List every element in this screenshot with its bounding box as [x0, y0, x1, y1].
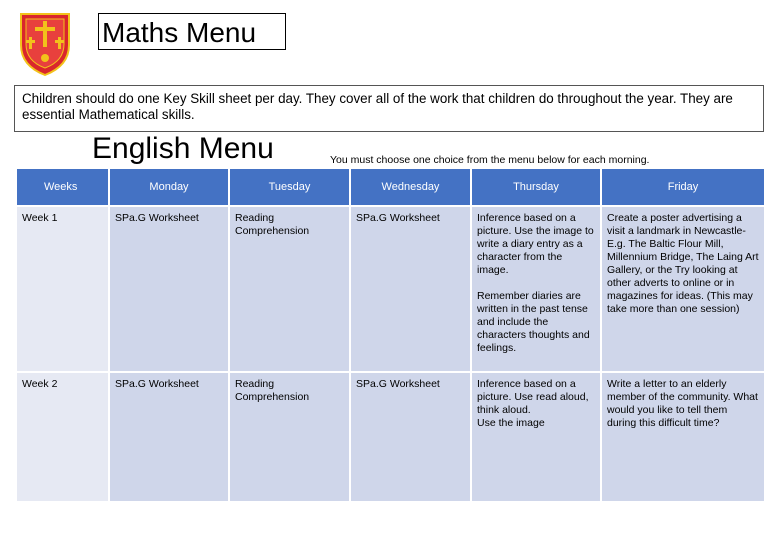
- menu-instruction: You must choose one choice from the menu below for each morning.: [330, 154, 650, 166]
- thursday-task: Inference based on a picture. Use the image to write a diary entry as a character from the image.: [477, 212, 594, 276]
- tuesday-cell: Reading Comprehension: [229, 372, 350, 502]
- table-row: [16, 206, 765, 372]
- monday-cell: SPa.G Worksheet: [109, 206, 229, 372]
- header-tuesday: Tuesday: [229, 168, 350, 206]
- wednesday-cell: SPa.G Worksheet: [350, 206, 471, 372]
- wednesday-cell: SPa.G Worksheet: [350, 372, 471, 502]
- header-thursday: Thursday: [471, 168, 601, 206]
- page-title: Maths Menu: [102, 17, 257, 48]
- table-row: [16, 372, 765, 502]
- thursday-cell: [471, 372, 601, 502]
- monday-cell: SPa.G Worksheet: [109, 372, 229, 502]
- intro-text: Children should do one Key Skill sheet per day. They cover all of the work that children do throughout the year. They are essential Mathematical skills.: [14, 85, 764, 132]
- school-crest-icon: [18, 11, 72, 77]
- friday-cell: Create a poster advertising a visit a landmark in Newcastle- E.g. The Baltic Flour Mill, Millennium Bridge, The Laing Art Gallery, or the Try looking at other adverts to online or in magazines for ideas. (This may take more than one session): [601, 206, 765, 372]
- english-menu-title: English Menu: [92, 132, 274, 165]
- header-weeks: Weeks: [16, 168, 109, 206]
- header-monday: Monday: [109, 168, 229, 206]
- tuesday-cell: Reading Comprehension: [229, 206, 350, 372]
- thursday-cell: [471, 206, 601, 372]
- week-cell: Week 1: [16, 206, 109, 372]
- english-menu-table: [15, 167, 766, 503]
- week-cell: Week 2: [16, 372, 109, 502]
- header-friday: Friday: [601, 168, 765, 206]
- table-header-row: [16, 168, 765, 206]
- header-wednesday: Wednesday: [350, 168, 471, 206]
- friday-cell: Write a letter to an elderly member of the community. What would you like to tell them during this difficult time?: [601, 372, 765, 502]
- thursday-tip: Remember diaries are written in the past tense and include the characters thoughts and feelings.: [477, 290, 590, 354]
- page-title-box: [98, 13, 286, 50]
- thursday-task: Inference based on a picture. Use read aloud, think aloud.: [477, 378, 589, 416]
- thursday-tip: Use the image: [477, 417, 545, 429]
